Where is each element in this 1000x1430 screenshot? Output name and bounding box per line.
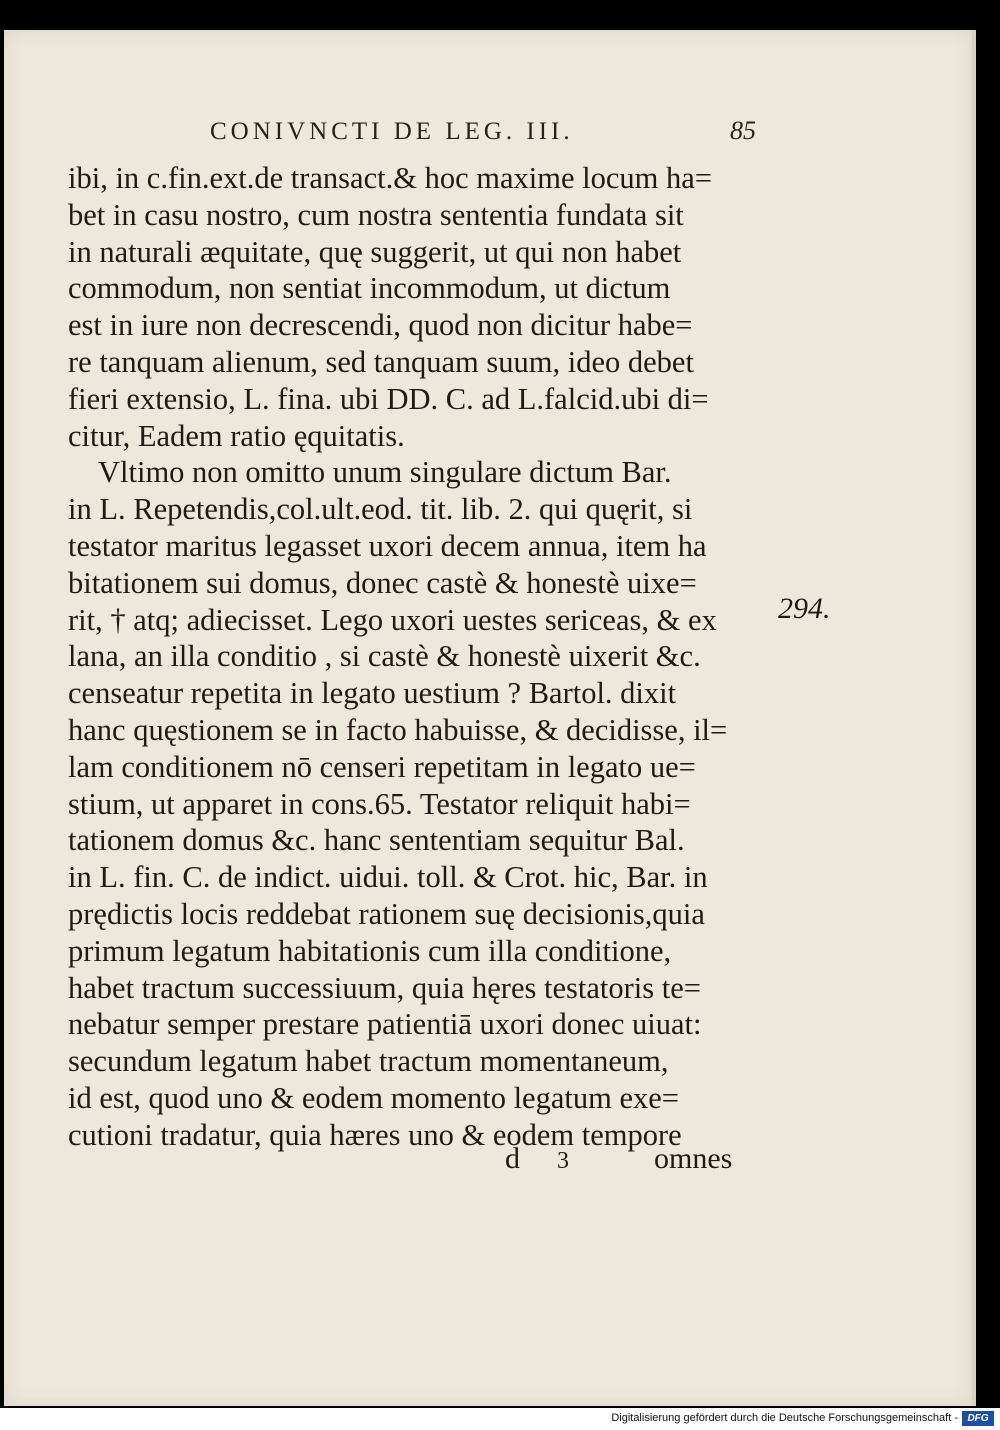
text-line: citur, Eadem ratio ęquitatis. (68, 418, 405, 453)
text-line: habet tractum successiuum, quia hęres testatoris te= (68, 970, 701, 1005)
text-line: bitationem sui domus, donec castè & honestè uixe= (68, 565, 697, 600)
signature-number: 3 (557, 1148, 569, 1174)
text-line: lana, an illa conditio , si castè & honestè uixerit &c. (68, 639, 701, 674)
text-line: bet in casu nostro, cum nostra sententia fundata sit (68, 197, 684, 232)
catchword: omnes (654, 1142, 733, 1175)
text-line: in L. Repetendis,col.ult.eod. tit. lib. 2. qui quęrit, si (68, 492, 693, 527)
text-line: nebatur semper prestare patientiā uxori donec uiuat: (68, 1007, 702, 1042)
text-line: in L. fin. C. de indict. uidui. toll. & Crot. hic, Bar. in (68, 860, 708, 895)
text-line: est in iure non decrescendi, quod non dicitur habe= (68, 308, 693, 343)
text-line: rit, † atq; adiecisset. Lego uxori uestes sericeas, & ex (68, 602, 717, 637)
text-line: commodum, non sentiat incommodum, ut dictum (68, 271, 671, 306)
marginal-note: 294. (778, 592, 831, 625)
text-line: stium, ut apparet in cons.65. Testator reliquit habi= (68, 786, 691, 821)
body-text (68, 160, 768, 1154)
text-line: re tanquam alienum, sed tanquam suum, ideo debet (68, 344, 694, 379)
text-line: testator maritus legasset uxori decem annua, item ha (68, 528, 707, 563)
funding-credit: Digitalisierung gefördert durch die Deutsche Forschungsgemeinschaft - (611, 1412, 958, 1424)
signature-mark: d (505, 1142, 521, 1175)
dfg-logo-icon: DFG (962, 1411, 994, 1426)
text-line: prędictis locis reddebat rationem suę decisionis,quia (68, 896, 705, 931)
running-head: CONIVNCTI DE LEG. III. (210, 118, 574, 145)
text-line: tationem domus &c. hanc sententiam sequitur Bal. (68, 823, 685, 858)
text-line: censeatur repetita in legato uestium ? Bartol. dixit (68, 676, 677, 711)
folio-number: 85 (730, 116, 756, 145)
text-line: lam conditionem nō censeri repetitam in legato ue= (68, 749, 696, 784)
text-line: primum legatum habitationis cum illa conditione, (68, 933, 672, 968)
text-line: in naturali æquitate, quę suggerit, ut qui non habet (68, 234, 682, 269)
text-line: id est, quod uno & eodem momento legatum exe= (68, 1080, 679, 1115)
text-line: Vltimo non omitto unum singulare dictum Bar. (98, 455, 672, 490)
text-line: ibi, in c.fin.ext.de transact.& hoc maxime locum ha= (68, 161, 712, 195)
text-line: secundum legatum habet tractum momentaneum, (68, 1044, 669, 1079)
text-line: cutioni tradatur, quia hæres uno & eodem tempore (68, 1117, 682, 1152)
text-line: fieri extensio, L. fina. ubi DD. C. ad L.falcid.ubi di= (68, 381, 709, 416)
text-line: hanc quęstionem se in facto habuisse, & decidisse, il= (68, 712, 728, 747)
footer-bar (0, 1408, 1000, 1430)
